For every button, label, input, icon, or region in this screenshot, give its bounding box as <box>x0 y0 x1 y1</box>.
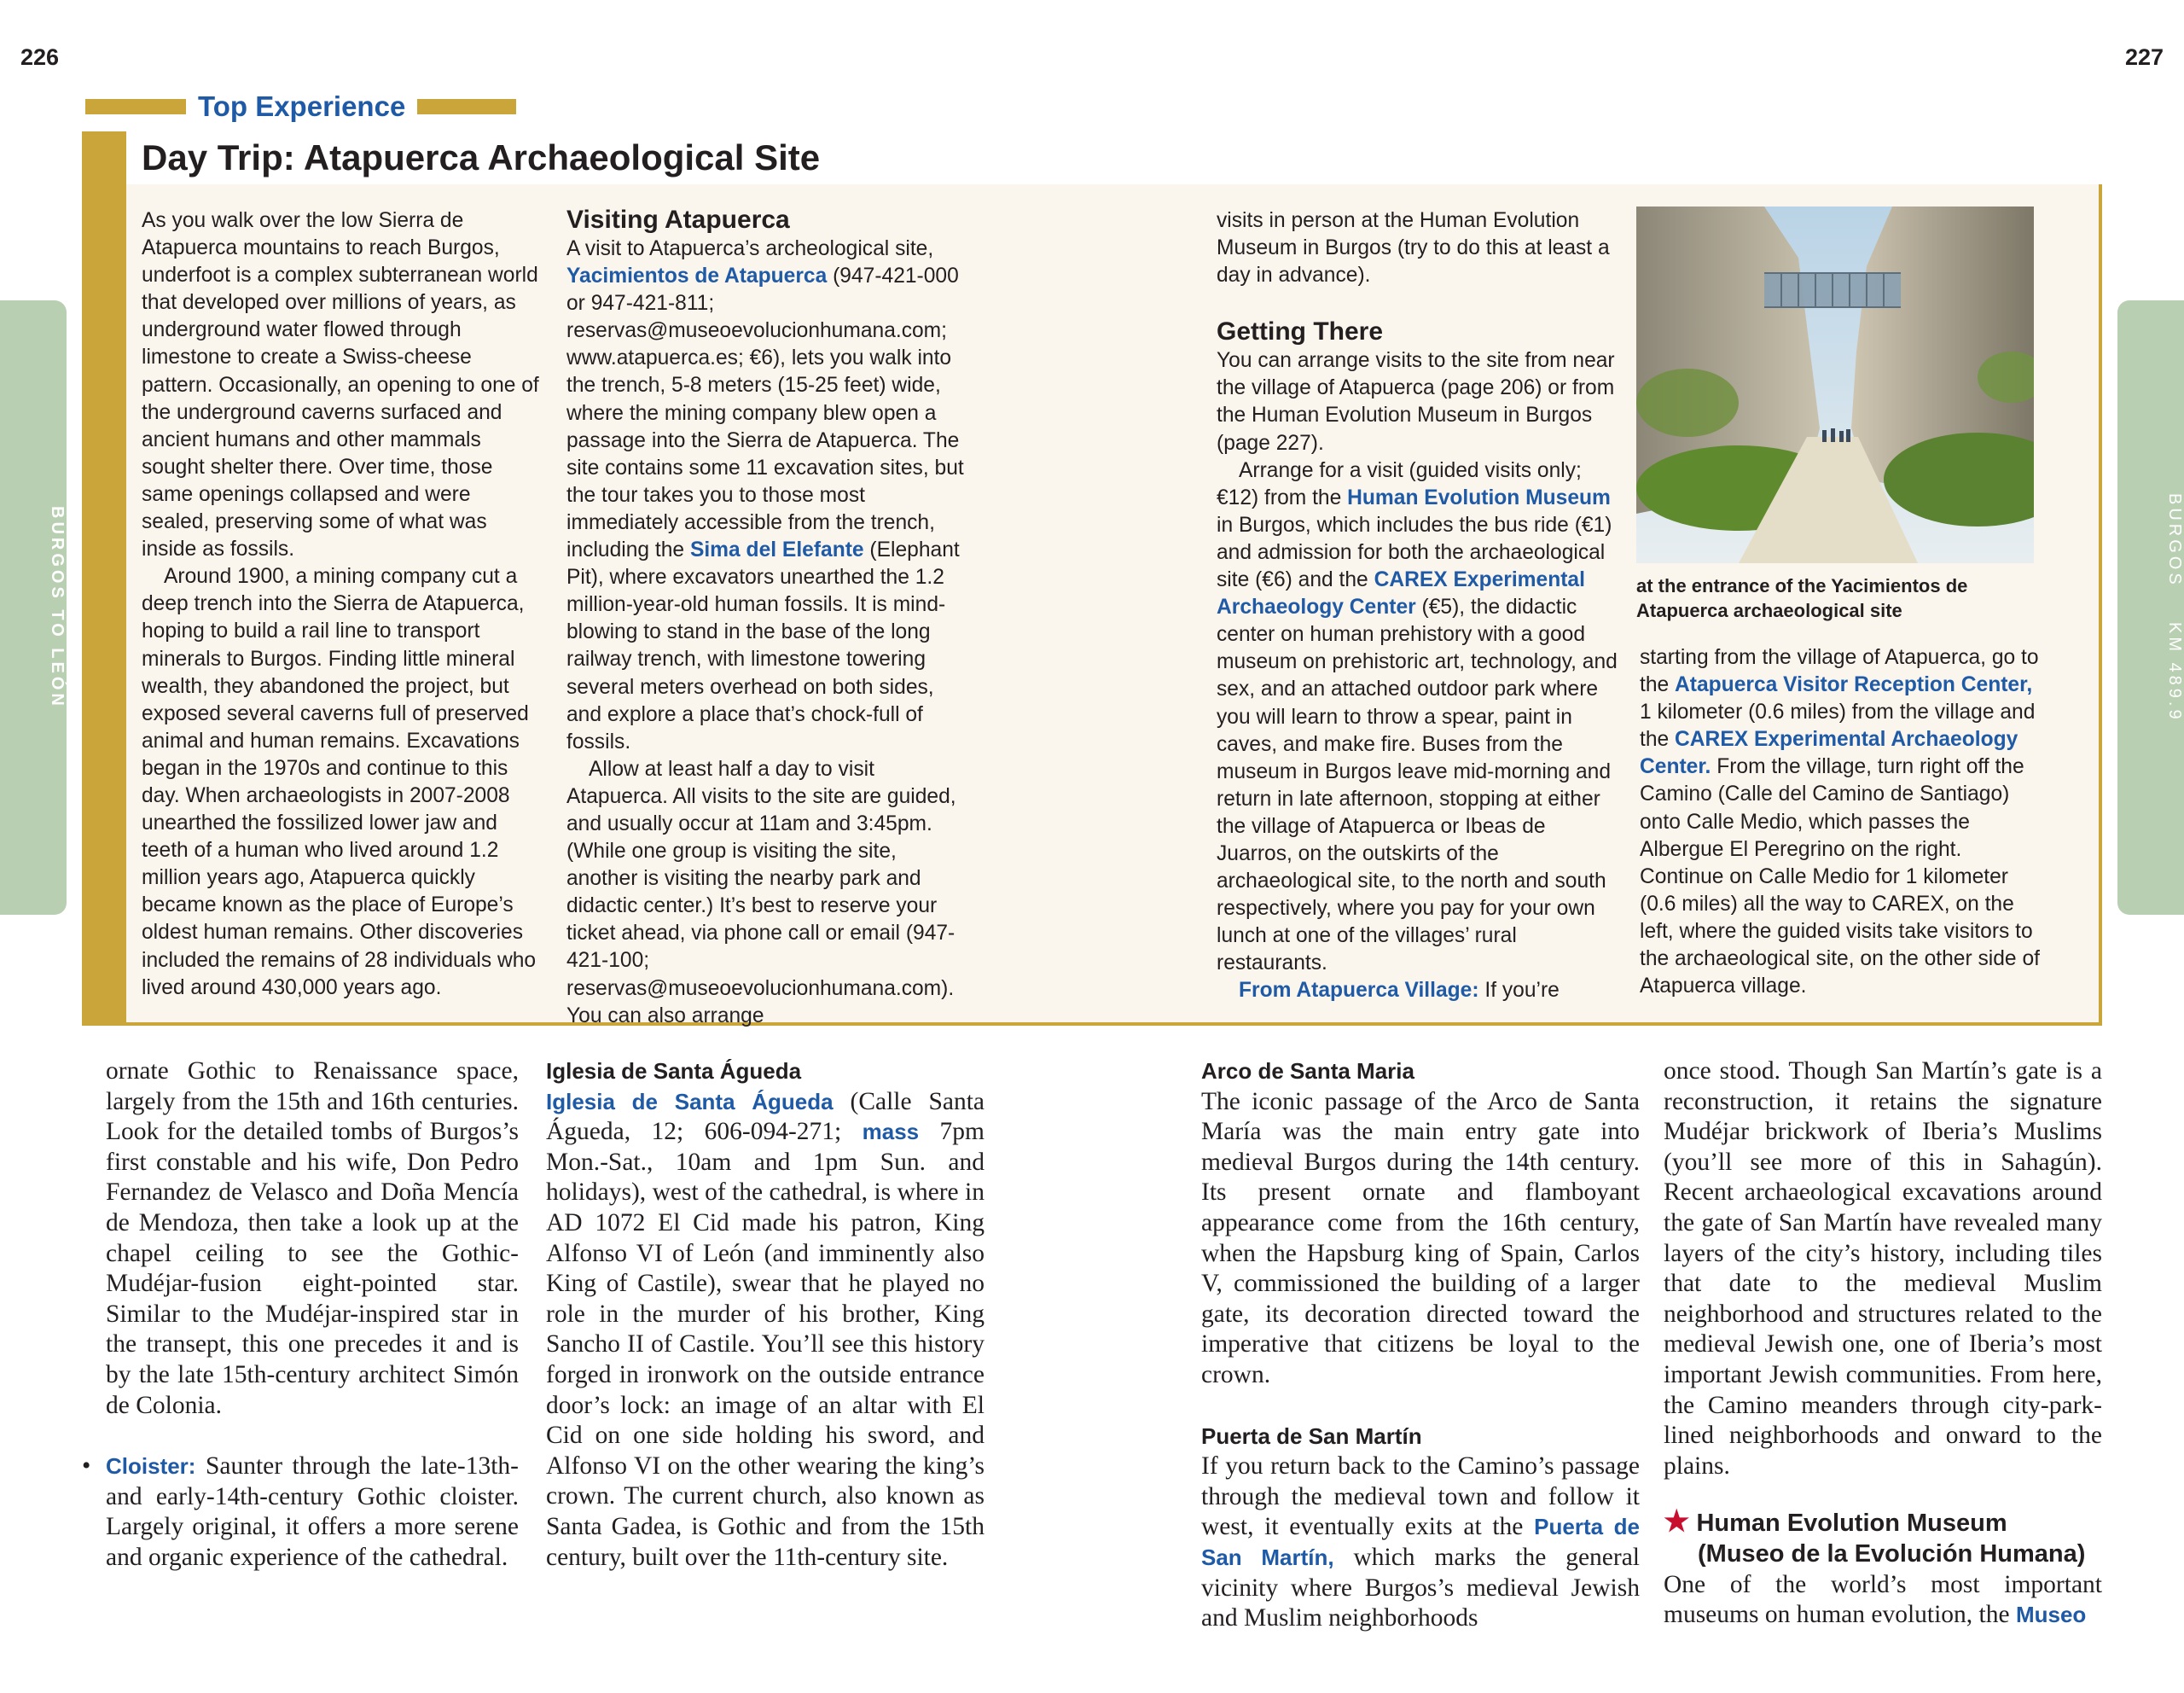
box-col4-para: starting from the village of Atapuerca, go to the Atapuerca Visitor Reception Center, 1 kilometer (0.6 miles) from the village and the CAREX Experimental Archaeology Center. From the village, turn right off the Camino (Calle del Camino de Santiago) onto Calle Medio, which passes the Albergue El Peregrino on the right. Continue on Calle Medio for 1 kilometer (0.6 miles) all the way to CAREX, on the left, where the guided visits take visitors to the archaeological site, on the other side of Atapuerca village. <box>1640 646 2040 998</box>
box-col3-para-3: From Atapuerca Village: If you’re <box>1239 979 1560 1003</box>
museum-heading-line-2: (Museo de la Evolución Humana) <box>1698 1539 2086 1568</box>
puerta-san-martin-para: If you return back to the Camino’s passage through the medieval town and follow it west, it eventually exits at the Puerta de San Martín, which marks the general vicinity where Burgos’s medieval Jewish and Muslim neighborhoods <box>1201 1452 1640 1632</box>
side-tab-right <box>2117 300 2184 915</box>
box-column-1 <box>142 207 541 1002</box>
page-number-right: 227 <box>2124 44 2164 70</box>
side-tab-right-section: BURGOS <box>2165 492 2184 588</box>
kicker-rule-right <box>417 99 516 114</box>
main-col4-para-2: One of the world’s most important museums on human evolution, the Museo <box>1664 1570 2102 1629</box>
side-tab-left-label: BURGOS TO LEÓN <box>48 506 67 709</box>
visitor-reception-center-link[interactable]: Atapuerca Visitor Reception Center, <box>1675 673 2033 697</box>
puerta-san-martin-link[interactable]: Puerta de San Martín, <box>1201 1514 1640 1570</box>
box-col3-para-1: You can arrange visits to the site from near the village of Atapuerca (page 206) or from the Human Evolution Museum in Burgos (page 227). <box>1217 349 1615 455</box>
top-experience-kicker <box>85 89 516 125</box>
cloister-bullet: • Cloister: Saunter through the late-13th- and early-14th-century Gothic cloister. Largely original, it offers a more serene and organic experience of the cathedral. <box>82 1452 519 1571</box>
kicker-rule-left <box>85 99 186 114</box>
box-column-4 <box>1640 644 2041 1000</box>
cloister-label: Cloister: <box>106 1453 196 1480</box>
from-atapuerca-village-label: From Atapuerca Village: <box>1239 979 1479 1003</box>
human-evolution-museum-heading <box>1664 1507 2102 1569</box>
carex-center-link-2[interactable]: CAREX Experimental Archaeology Center. <box>1640 728 2018 779</box>
main-col4-para-1: once stood. Though San Martín’s gate is a reconstruction, it retains the signature Mudéjar brickwork of Iberia’s Muslims (you’ll see more of this in Sahagún). Recent archaeological excavations around the gate of San Martín have revealed many layers of the city’s history, including tiles that date to the medieval Muslim neighborhood and structures related to the medieval Jewish one, one of Iberia’s most important Jewish communities. From here, the Camino meanders through city-park-lined neighborhoods and onward to the plains. <box>1664 1057 2102 1480</box>
main-column-2 <box>546 1056 985 1573</box>
trench-photo-illustration <box>1636 207 2034 563</box>
kicker-label: Top Experience <box>198 90 406 122</box>
box-column-2 <box>566 205 967 1030</box>
main-column-4 <box>1664 1056 2102 1631</box>
box-column-3 <box>1217 207 1618 1005</box>
puerta-san-martin-heading: Puerta de San Martín <box>1201 1422 1422 1449</box>
sima-del-elefante-link[interactable]: Sima del Elefante <box>689 538 864 562</box>
side-tab-right-km: KM 489.9 <box>2165 621 2184 723</box>
arco-santa-maria-para: The iconic passage of the Arco de Santa María was the main entry gate into medieval Burgos during the 14th century. Its present ornate and flamboyant appearance come from the 16th century, when the Hapsburg king of Spain, Carlos V, commissioned the building of a larger gate, its decoration directed toward the imperative that citizens be loyal to the crown. <box>1201 1087 1640 1388</box>
santa-agueda-para: Iglesia de Santa Águeda (Calle Santa Águeda, 12; 606-094-271; mass 7pm Mon.-Sat., 10am and 1pm Sun. and holidays), west of the cathedral, is where in AD 1072 El Cid made his patron, King Alfonso VI of León (and imminently also King of Castile), swear that he played no role in the murder of his brother, King Sancho II of Castile. You’ll see this history forged in ironwork on the outside entrance door’s lock: an image of an altar with El Cid on one side holding his sword, and Alfonso VI on the other wearing the king’s crown. The current church, also known as Santa Gadea, is Gothic and from the 15th century, built over the 11th-century site. <box>546 1087 985 1571</box>
photo-caption: at the entrance of the Yacimientos de Atapuerca archaeological site <box>1636 575 1968 621</box>
human-evolution-museum-link[interactable]: Human Evolution Museum <box>1347 486 1611 509</box>
arco-santa-maria-heading: Arco de Santa Maria <box>1201 1058 1414 1084</box>
box-col3-para-2: Arrange for a visit (guided visits only; €12) from the Human Evolution Museum in Burgos, which includes the bus ride (€1) and admission for both the archaeological site (€6) and the CAREX Experimental Archaeology Center (€5), the didactic center on human prehistory with a good museum on prehistoric art, technology, and sex, and an attached outdoor park where you will learn to throw a spear, paint in caves, and make fire. Buses from the museum in Burgos leave mid-morning and return in late afternoon, stopping at either the village of Atapuerca or Ibeas de Juarros, on the outskirts of the archaeological site, to the north and south respectively, where you pay for your own lunch at one of the villages’ rural restaurants. <box>1217 458 1618 975</box>
bullet-dot: • <box>82 1452 91 1481</box>
box-col2-para-2: Allow at least half a day to visit Atapuerca. All visits to the site are guided, and usually occur at 11am and 3:45pm. (While one group is visiting the site, another is visiting the nearby park and didactic center.) It’s best to reserve your ticket ahead, via phone call or email (947-421-100; reservas@museoevolucionhumana.com). You can also arrange <box>566 757 956 1027</box>
santa-agueda-heading: Iglesia de Santa Águeda <box>546 1058 802 1084</box>
trench-photo <box>1636 207 2034 563</box>
box-col1-para-2: Around 1900, a mining company cut a deep trench into the Sierra de Atapuerca, hoping to build a rail line to transport minerals to Burgos. Finding little mineral wealth, they abandoned the project, but exposed several caverns full of preserved animal and human remains. Excavations began in the 1970s and continue to this day. When archaeologists in 2007-2008 unearthed the fossilized lower jaw and teeth of a human who lived around 1.2 million years ago, Atapuerca quickly became known as the place of Europe’s oldest human remains. Other discoveries included the remains of 28 individuals who lived around 430,000 years ago. <box>142 565 537 999</box>
museo-link[interactable]: Museo <box>2015 1602 2087 1628</box>
carex-center-link[interactable]: CAREX Experimental Archaeology Center <box>1217 568 1585 620</box>
side-tab-right-label <box>2117 326 2184 889</box>
visiting-atapuerca-heading: Visiting Atapuerca <box>566 206 790 234</box>
main-column-1 <box>82 1056 519 1574</box>
main-col1-para: ornate Gothic to Renaissance space, largely from the 15th and 16th centuries. Look for the detailed tombs of Burgos’s first constable and his wife, Don Pedro Fernandez de Velasco and Doña Mencía de Mendoza, then take a look up at the chapel ceiling to see the Gothic-Mudéjar-fusion eight-pointed star. Similar to the Mudéjar-inspired star in the transept, this one precedes it and is by the late 15th-century architect Simón de Colonia. <box>106 1057 519 1419</box>
getting-there-heading: Getting There <box>1217 317 1384 346</box>
main-column-3 <box>1201 1056 1640 1634</box>
yacimientos-link[interactable]: Yacimientos de Atapuerca <box>566 265 828 288</box>
mass-link[interactable]: mass <box>862 1119 920 1145</box>
star-icon: ★ <box>1664 1505 1690 1539</box>
box-col3-para-0: visits in person at the Human Evolution Museum in Burgos (try to do this at least a day in advance). <box>1217 209 1610 288</box>
santa-agueda-link[interactable]: Iglesia de Santa Águeda <box>546 1088 834 1114</box>
feature-box-title: Day Trip: Atapuerca Archaeological Site <box>142 137 821 177</box>
page-number-left: 226 <box>20 44 60 70</box>
box-col2-para-1: A visit to Atapuerca’s archeological site, Yacimientos de Atapuerca (947-421-000 or 947-421-811; reservas@museoevolucionhumana.com; www.atapuerca.es; €6), lets you walk into the trench, 5-8 meters (15-25 feet) wide, where the mining company blew open a passage into the Sierra de Atapuerca. The site contains some 11 excavation sites, but the tour takes you to those most immediately accessible from the trench, including the Sima del Elefante (Elephant Pit), where excavators unearthed the 1.2 million-year-old human fossils. It is mind-blowing to stand in the base of the long railway trench, with limestone towering several meters overhead on both sides, and explore a place that’s chock-full of fossils. <box>566 237 964 753</box>
side-tab-left <box>0 300 67 915</box>
box-col1-para-1: As you walk over the low Sierra de Atapuerca mountains to reach Burgos, underfoot is a complex subterranean world that developed over millions of years, as underground water flowed through limestone to create a Swiss-cheese pattern. Occasionally, an opening to one of the underground caverns surfaced and ancient humans and other mammals sought shelter there. Over time, those same openings collapsed and were sealed, preserving some of what was inside as fossils. <box>142 209 539 561</box>
museum-heading-line-1: Human Evolution Museum <box>1696 1510 2007 1538</box>
